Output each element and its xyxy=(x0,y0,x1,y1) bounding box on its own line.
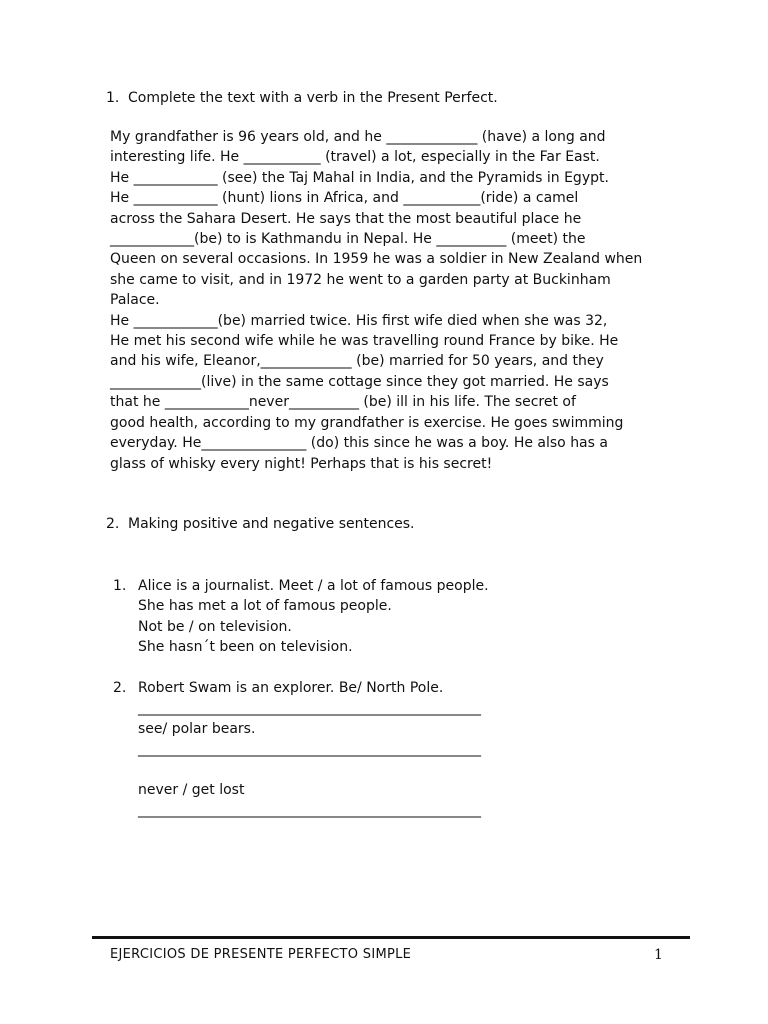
answer-blank-line[interactable]: _________________________________________________ xyxy=(138,700,481,717)
text-line: He ____________ (hunt) lions in Africa, and ___________(ride) a camel xyxy=(110,190,579,207)
text-line: He ____________ (see) the Taj Mahal in India, and the Pyramids in Egypt. xyxy=(110,169,609,186)
item-number: 2. xyxy=(113,680,127,696)
text-line: interesting life. He ___________ (travel) a lot, especially in the Far East. xyxy=(110,149,600,166)
text-line: _____________(live) in the same cottage since they got married. He says xyxy=(110,373,609,390)
item-prompt: see/ polar bears. xyxy=(138,720,256,737)
text-line: that he ____________never__________ (be) ill in his life. The secret of xyxy=(110,394,576,411)
text-line: everyday. He_______________ (do) this since he was a boy. He also has a xyxy=(110,435,608,452)
text-line: she came to visit, and in 1972 he went to a garden party at Buckinham xyxy=(110,271,611,288)
item-answer: She has met a lot of famous people. xyxy=(138,598,392,615)
item-prompt: never / get lost xyxy=(138,781,245,798)
answer-blank-line[interactable]: _________________________________________________ xyxy=(138,741,481,758)
text-line: good health, according to my grandfather is exercise. He goes swimming xyxy=(110,414,624,431)
text-line: Queen on several occasions. In 1959 he was a soldier in New Zealand when xyxy=(110,251,643,268)
text-line: ____________(be) to is Kathmandu in Nepal. He __________ (meet) the xyxy=(110,231,586,248)
text-line: My grandfather is 96 years old, and he _____________ (have) a long and xyxy=(110,129,606,145)
text-line: across the Sahara Desert. He says that the most beautiful place he xyxy=(110,210,582,227)
answer-blank-line[interactable]: _________________________________________________ xyxy=(138,802,481,819)
exercise-2-heading xyxy=(106,514,415,534)
exercise-2-item-2 xyxy=(113,678,673,820)
exercise-2-number: 2. xyxy=(106,516,120,532)
item-number: 1. xyxy=(113,578,127,594)
page-number: 1 xyxy=(654,947,663,963)
item-answer: She hasn´t been on television. xyxy=(138,639,353,656)
item-prompt: Robert Swam is an explorer. Be/ North Pole. xyxy=(138,680,444,696)
exercise-1-number: 1. xyxy=(106,90,120,106)
exercise-2-title: Making positive and negative sentences. xyxy=(128,516,415,532)
footer-title: EJERCICIOS DE PRESENTE PERFECTO SIMPLE xyxy=(110,947,412,962)
text-line: glass of whisky every night! Perhaps that is his secret! xyxy=(110,455,493,472)
exercise-1-title: Complete the text with a verb in the Present Perfect. xyxy=(128,90,498,106)
item-prompt: Alice is a journalist. Meet / a lot of famous people. xyxy=(138,578,489,594)
footer-divider xyxy=(92,936,690,939)
item-prompt: Not be / on television. xyxy=(138,618,292,635)
text-line: and his wife, Eleanor,_____________ (be) married for 50 years, and they xyxy=(110,353,604,370)
exercise-1-heading xyxy=(106,88,498,108)
exercise-1-text xyxy=(110,127,670,474)
text-line: He met his second wife while he was travelling round France by bike. He xyxy=(110,333,619,350)
text-line: Palace. xyxy=(110,292,160,309)
exercise-2-item-1 xyxy=(113,576,673,658)
text-line: He ____________(be) married twice. His first wife died when she was 32, xyxy=(110,312,608,329)
